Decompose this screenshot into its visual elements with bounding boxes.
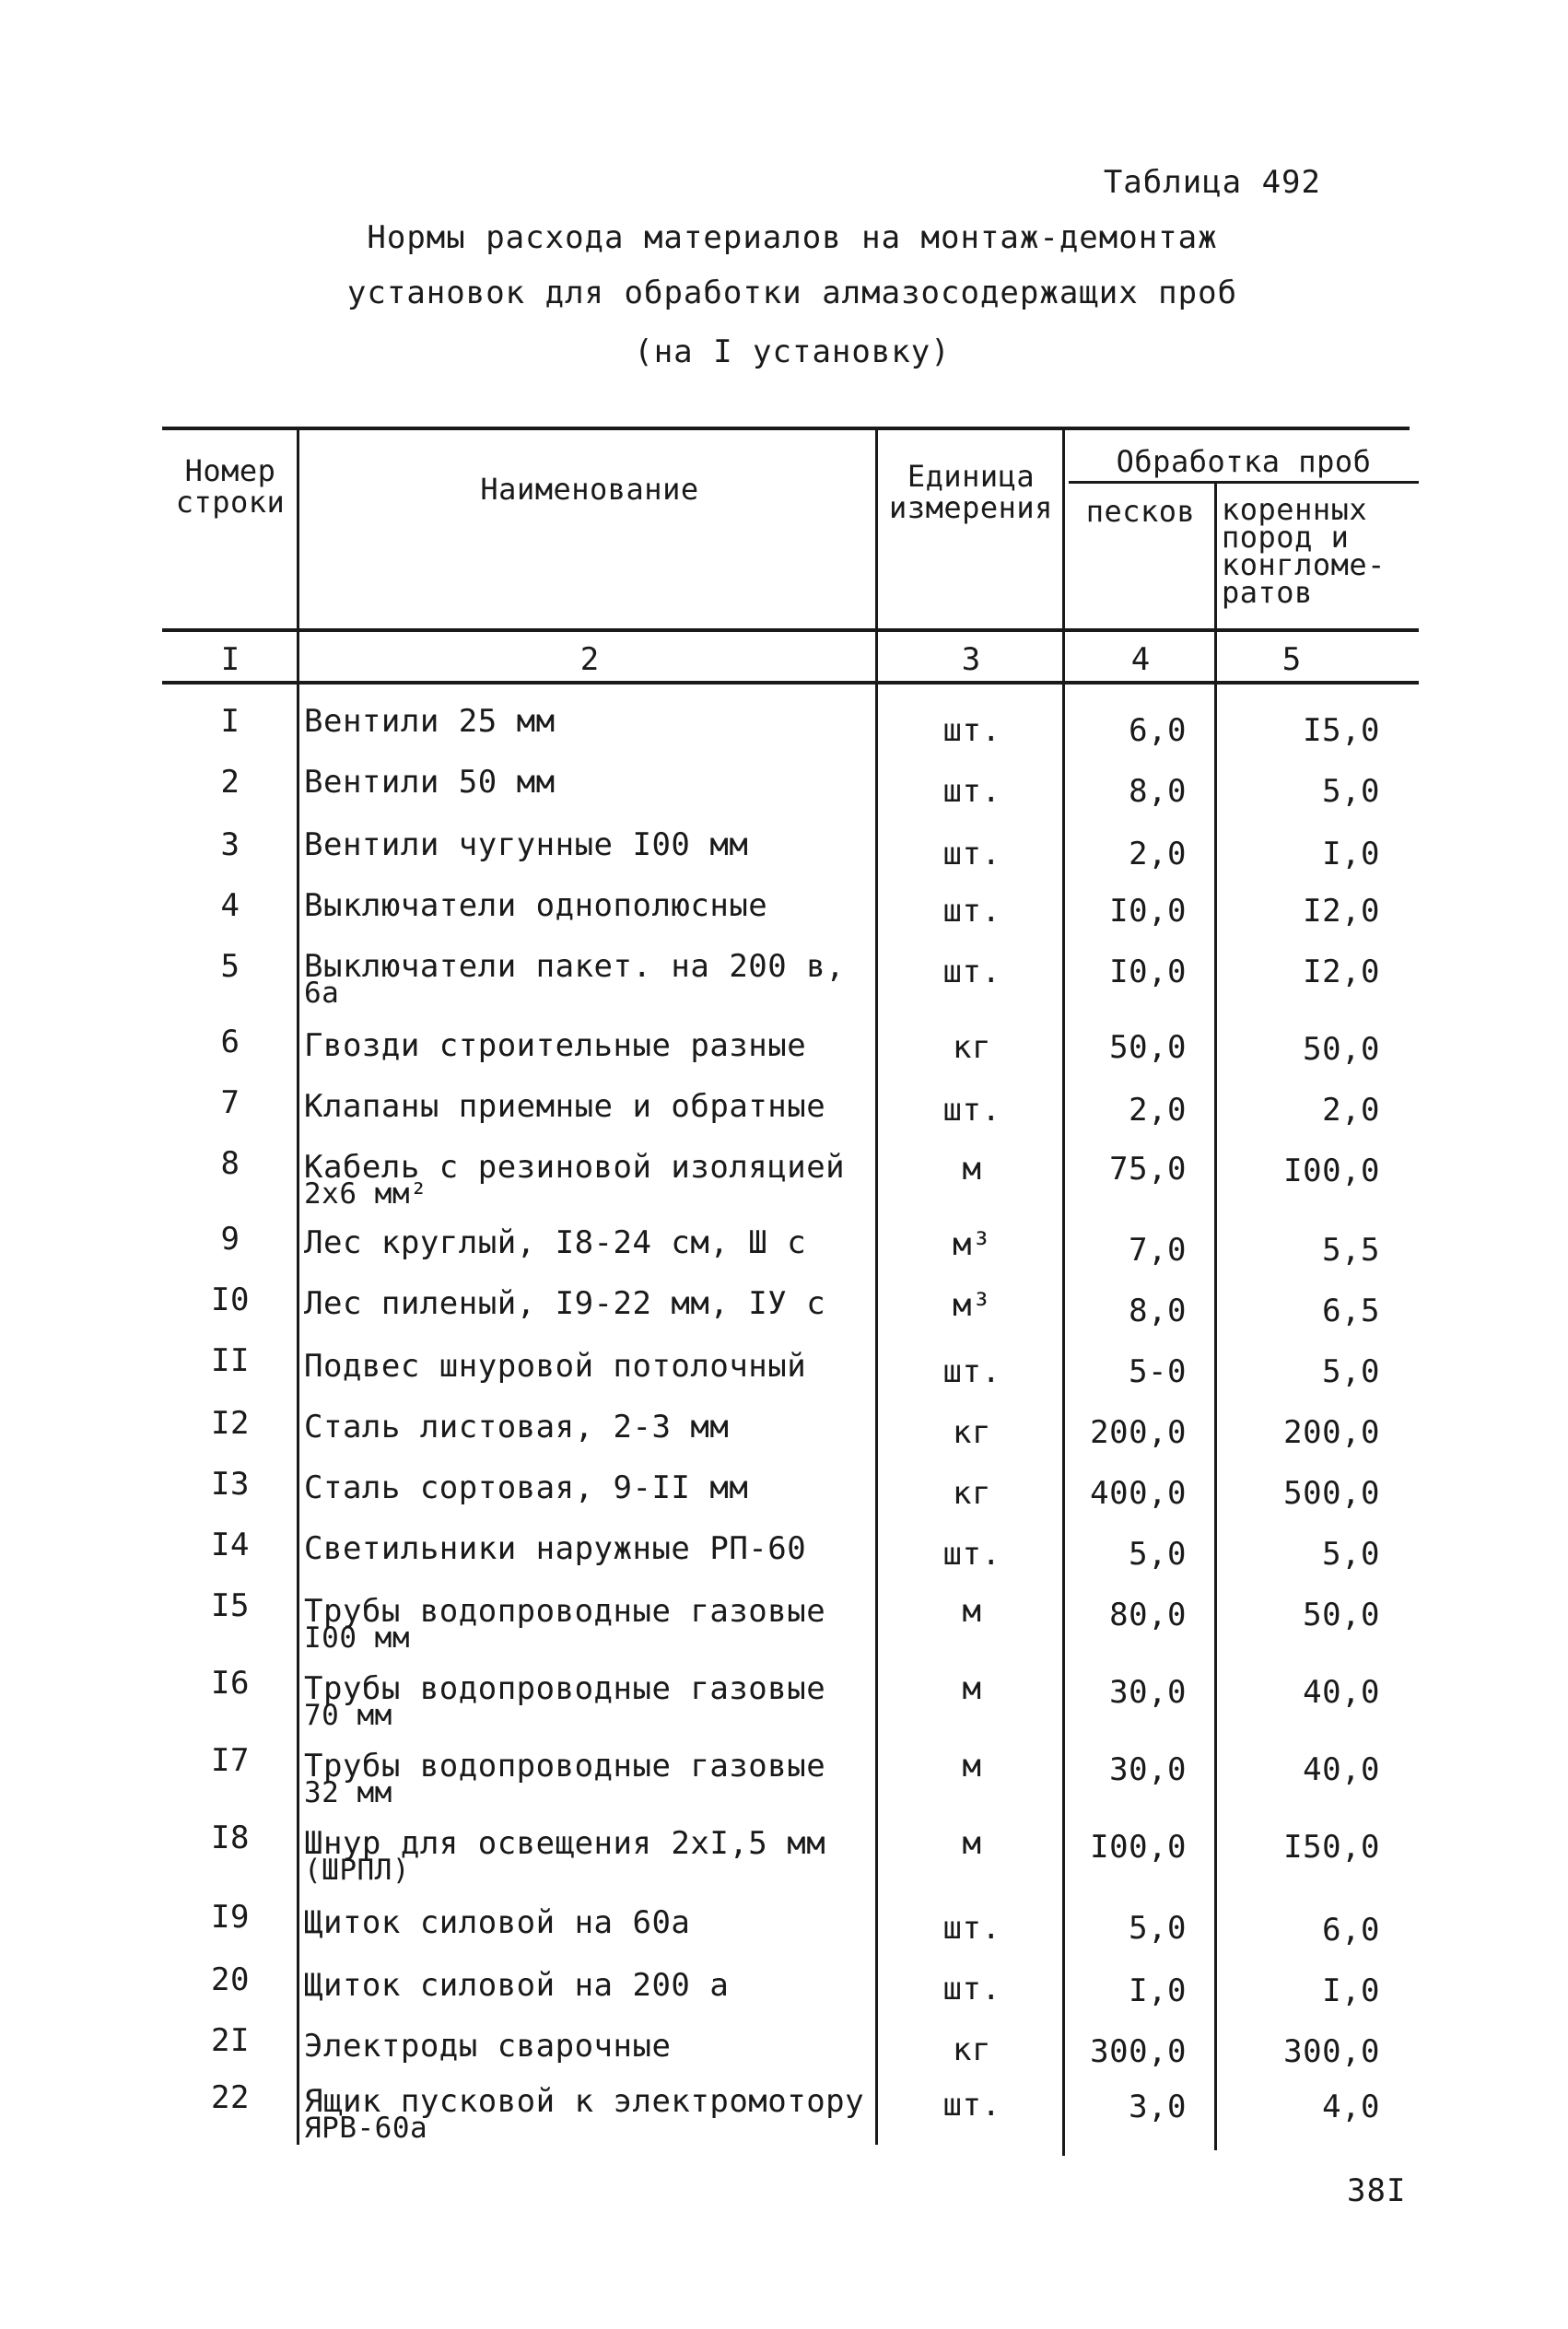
row-number: 20 xyxy=(211,1961,250,1998)
row-name-line-1: Трубы водопроводные газовые xyxy=(304,1593,826,1630)
row-name-line-1: Выключатели однополюсные xyxy=(304,887,768,924)
row-number: I2 xyxy=(211,1405,250,1442)
row-name-line-1: Лес круглый, I8-24 см, Ш с xyxy=(304,1224,807,1261)
page-number: 38I xyxy=(1347,2172,1407,2209)
row-unit: шт. xyxy=(942,1092,1001,1129)
row-unit: м xyxy=(962,1593,982,1630)
row-name-line-1: Подвес шнуровой потолочный xyxy=(304,1348,807,1385)
table-label: Таблица 492 xyxy=(1103,164,1321,201)
row-name-line-1: Трубы водопроводные газовые xyxy=(304,1670,826,1707)
row-bedrock-value: I2,0 xyxy=(1303,954,1380,990)
row-name-line-1: Трубы водопроводные газовые xyxy=(304,1748,826,1785)
row-number: 3 xyxy=(220,826,240,863)
row-sand-value: 80,0 xyxy=(1109,1597,1187,1633)
row-name-line-1: Щиток силовой на 200 а xyxy=(304,1967,730,2004)
row-sand-value: 8,0 xyxy=(1129,773,1187,810)
row-name xyxy=(304,1088,875,1125)
row-bedrock-value: I5,0 xyxy=(1303,712,1380,749)
row-bedrock-value: 4,0 xyxy=(1322,2089,1380,2125)
row-number: 4 xyxy=(220,887,240,924)
row-sand-value: I,0 xyxy=(1129,1972,1187,2009)
row-bedrock-value: 5,5 xyxy=(1322,1232,1380,1269)
column-number-3: 3 xyxy=(961,641,981,678)
row-unit: шт. xyxy=(942,773,1001,810)
row-number: 8 xyxy=(220,1145,240,1182)
row-name xyxy=(304,703,875,740)
row-unit: шт. xyxy=(942,1353,1001,1390)
row-unit: кг xyxy=(953,1029,991,1066)
header-row-number-line-1: Номер xyxy=(184,453,276,488)
row-sand-value: 75,0 xyxy=(1109,1151,1187,1188)
row-sand-value: 50,0 xyxy=(1109,1029,1187,1066)
row-unit: м xyxy=(962,1670,982,1707)
row-name-line-1: Выключатели пакет. на 200 в, xyxy=(304,948,846,985)
row-bedrock-value: 40,0 xyxy=(1303,1674,1380,1711)
row-name-line-1: Ящик пусковой к электромотору xyxy=(304,2083,865,2120)
row-name xyxy=(304,1967,875,2004)
row-unit: шт. xyxy=(942,836,1001,872)
row-name-line-1: Сталь сортовая, 9-II мм xyxy=(304,1469,749,1506)
row-unit: кг xyxy=(953,1475,991,1512)
row-bedrock-value: 5,0 xyxy=(1322,1536,1380,1573)
row-sand-value: 400,0 xyxy=(1090,1475,1187,1512)
row-name-line-1: Лес пиленый, I9-22 мм, IУ с xyxy=(304,1285,826,1322)
row-bedrock-value: I,0 xyxy=(1322,1972,1380,2009)
column-numbers-rule xyxy=(162,681,1419,685)
header-unit xyxy=(881,461,1061,523)
row-sand-value: 3,0 xyxy=(1129,2089,1187,2125)
row-name xyxy=(304,1348,875,1385)
row-number: I4 xyxy=(211,1527,250,1563)
row-name xyxy=(304,887,875,924)
row-bedrock-value: 50,0 xyxy=(1303,1031,1380,1068)
row-sand-value: 5,0 xyxy=(1129,1536,1187,1573)
row-number: I0 xyxy=(211,1282,250,1318)
row-sand-value: 2,0 xyxy=(1129,1092,1187,1129)
row-sand-value: I00,0 xyxy=(1090,1829,1187,1866)
row-name xyxy=(304,764,875,801)
row-bedrock-value: 50,0 xyxy=(1303,1597,1380,1633)
header-unit-line-2: измерения xyxy=(889,490,1053,525)
row-name-line-1: Светильники наружные РП-60 xyxy=(304,1530,807,1567)
row-number: 2I xyxy=(211,2022,250,2059)
row-name xyxy=(304,1469,875,1506)
row-name-line-1: Гвозди строительные разные xyxy=(304,1027,807,1064)
column-number-4: 4 xyxy=(1130,641,1151,678)
table-title-line-1: Нормы расхода материалов на монтаж-демонтаж xyxy=(367,219,1218,256)
row-bedrock-value: 500,0 xyxy=(1283,1475,1380,1512)
row-name-line-2: I00 мм xyxy=(304,1621,410,1655)
header-bedrock-line-4: ратов xyxy=(1222,575,1313,610)
row-unit: шт. xyxy=(942,712,1001,749)
row-bedrock-value: 40,0 xyxy=(1303,1751,1380,1788)
header-row-number-line-2: строки xyxy=(175,485,286,520)
col-divider-3 xyxy=(1062,429,1065,2156)
row-name-line-1: Сталь листовая, 2-3 мм xyxy=(304,1409,730,1445)
row-number: I5 xyxy=(211,1587,250,1624)
row-unit: м xyxy=(962,1151,982,1188)
row-name-line-1: Клапаны приемные и обратные xyxy=(304,1088,826,1125)
row-name xyxy=(304,1593,875,1655)
header-name: Наименование xyxy=(480,472,699,507)
row-name-line-2: 6а xyxy=(304,977,340,1010)
row-name xyxy=(304,1904,875,1941)
row-unit: кг xyxy=(953,2031,991,2068)
row-number: 5 xyxy=(220,948,240,985)
row-name xyxy=(304,1825,875,1887)
row-name-line-2: 2х6 мм² xyxy=(304,1177,428,1211)
row-number: 6 xyxy=(220,1024,240,1060)
table-title-line-2: установок для обработки алмазосодержащих проб xyxy=(346,275,1238,311)
row-unit: шт. xyxy=(942,893,1001,930)
row-name xyxy=(304,2083,875,2145)
row-name xyxy=(304,826,875,863)
row-sand-value: 30,0 xyxy=(1109,1751,1187,1788)
row-sand-value: I0,0 xyxy=(1109,893,1187,930)
row-sand-value: 7,0 xyxy=(1129,1232,1187,1269)
row-name xyxy=(304,1149,875,1211)
row-name-line-2: (ШРПЛ) xyxy=(304,1854,410,1887)
row-name-line-1: Кабель с резиновой изоляцией xyxy=(304,1149,846,1186)
header-sand: песков xyxy=(1085,494,1196,529)
row-sand-value: 5,0 xyxy=(1129,1910,1187,1947)
header-bedrock xyxy=(1222,492,1415,610)
col-divider-4 xyxy=(1214,483,1217,2150)
table-top-rule xyxy=(162,427,1410,430)
row-bedrock-value: 5,0 xyxy=(1322,773,1380,810)
row-bedrock-value: 200,0 xyxy=(1283,1414,1380,1451)
row-name xyxy=(304,948,875,1010)
row-unit: м³ xyxy=(953,1226,991,1263)
row-number: I8 xyxy=(211,1820,250,1856)
row-number: II xyxy=(211,1342,250,1379)
row-number: I7 xyxy=(211,1742,250,1779)
row-sand-value: 8,0 xyxy=(1129,1293,1187,1329)
header-row-number xyxy=(166,455,295,518)
row-name xyxy=(304,1409,875,1445)
row-name xyxy=(304,1670,875,1732)
header-bottom-rule xyxy=(162,628,1419,632)
row-number: I9 xyxy=(211,1899,250,1936)
row-name xyxy=(304,2028,875,2065)
row-sand-value: I0,0 xyxy=(1109,954,1187,990)
row-unit: шт. xyxy=(942,1536,1001,1573)
row-number: I xyxy=(220,703,240,740)
row-sand-value: 6,0 xyxy=(1129,712,1187,749)
row-number: 2 xyxy=(220,764,240,801)
row-name-line-2: 32 мм xyxy=(304,1776,392,1809)
row-name-line-1: Щиток силовой на 60а xyxy=(304,1904,691,1941)
table-title-line-3: (на I установку) xyxy=(634,334,951,370)
row-unit: шт. xyxy=(942,1971,1001,2007)
row-name-line-1: Вентили 50 мм xyxy=(304,764,556,801)
row-name xyxy=(304,1224,875,1261)
row-bedrock-value: I2,0 xyxy=(1303,893,1380,930)
row-number: I6 xyxy=(211,1665,250,1702)
row-name xyxy=(304,1027,875,1064)
row-name-line-1: Электроды сварочные xyxy=(304,2028,672,2065)
row-unit: м xyxy=(962,1748,982,1785)
column-number-2: 2 xyxy=(579,641,600,678)
row-sand-value: 30,0 xyxy=(1109,1674,1187,1711)
row-unit: м xyxy=(962,1825,982,1862)
column-number-5: 5 xyxy=(1281,641,1302,678)
row-number: 9 xyxy=(220,1221,240,1258)
row-bedrock-value: I00,0 xyxy=(1283,1153,1380,1189)
row-unit: кг xyxy=(953,1414,991,1451)
row-number: I3 xyxy=(211,1466,250,1503)
column-number-1: I xyxy=(220,641,240,678)
row-unit: шт. xyxy=(942,2087,1001,2124)
header-bedrock-line-2: пород и xyxy=(1222,520,1350,555)
row-bedrock-value: 6,0 xyxy=(1322,1912,1380,1949)
row-sand-value: 300,0 xyxy=(1090,2033,1187,2070)
header-bedrock-line-1: коренных xyxy=(1222,492,1368,527)
row-sand-value: 2,0 xyxy=(1129,836,1187,872)
row-bedrock-value: 5,0 xyxy=(1322,1353,1380,1390)
row-number: 7 xyxy=(220,1084,240,1121)
row-name-line-2: 70 мм xyxy=(304,1699,392,1732)
row-unit: м³ xyxy=(953,1287,991,1324)
group-header-rule xyxy=(1069,481,1419,484)
row-bedrock-value: 6,5 xyxy=(1322,1293,1380,1329)
row-name-line-1: Шнур для освещения 2хI,5 мм xyxy=(304,1825,826,1862)
header-bedrock-line-3: конгломе- xyxy=(1222,547,1386,582)
row-name xyxy=(304,1285,875,1322)
row-name xyxy=(304,1748,875,1809)
row-sand-value: 200,0 xyxy=(1090,1414,1187,1451)
row-sand-value: 5-0 xyxy=(1129,1353,1187,1390)
row-unit: шт. xyxy=(942,1910,1001,1947)
row-bedrock-value: I,0 xyxy=(1322,836,1380,872)
row-bedrock-value: I50,0 xyxy=(1283,1829,1380,1866)
row-name xyxy=(304,1530,875,1567)
row-name-line-2: ЯРВ-60а xyxy=(304,2112,428,2145)
header-group: Обработка проб xyxy=(1116,444,1372,479)
row-bedrock-value: 2,0 xyxy=(1322,1092,1380,1129)
row-name-line-1: Вентили чугунные I00 мм xyxy=(304,826,749,863)
row-unit: шт. xyxy=(942,954,1001,990)
col-divider-2 xyxy=(875,429,878,2145)
row-number: 22 xyxy=(211,2079,250,2116)
row-name-line-1: Вентили 25 мм xyxy=(304,703,556,740)
header-unit-line-1: Единица xyxy=(907,459,1036,494)
col-divider-1 xyxy=(297,429,299,2145)
row-bedrock-value: 300,0 xyxy=(1283,2033,1380,2070)
